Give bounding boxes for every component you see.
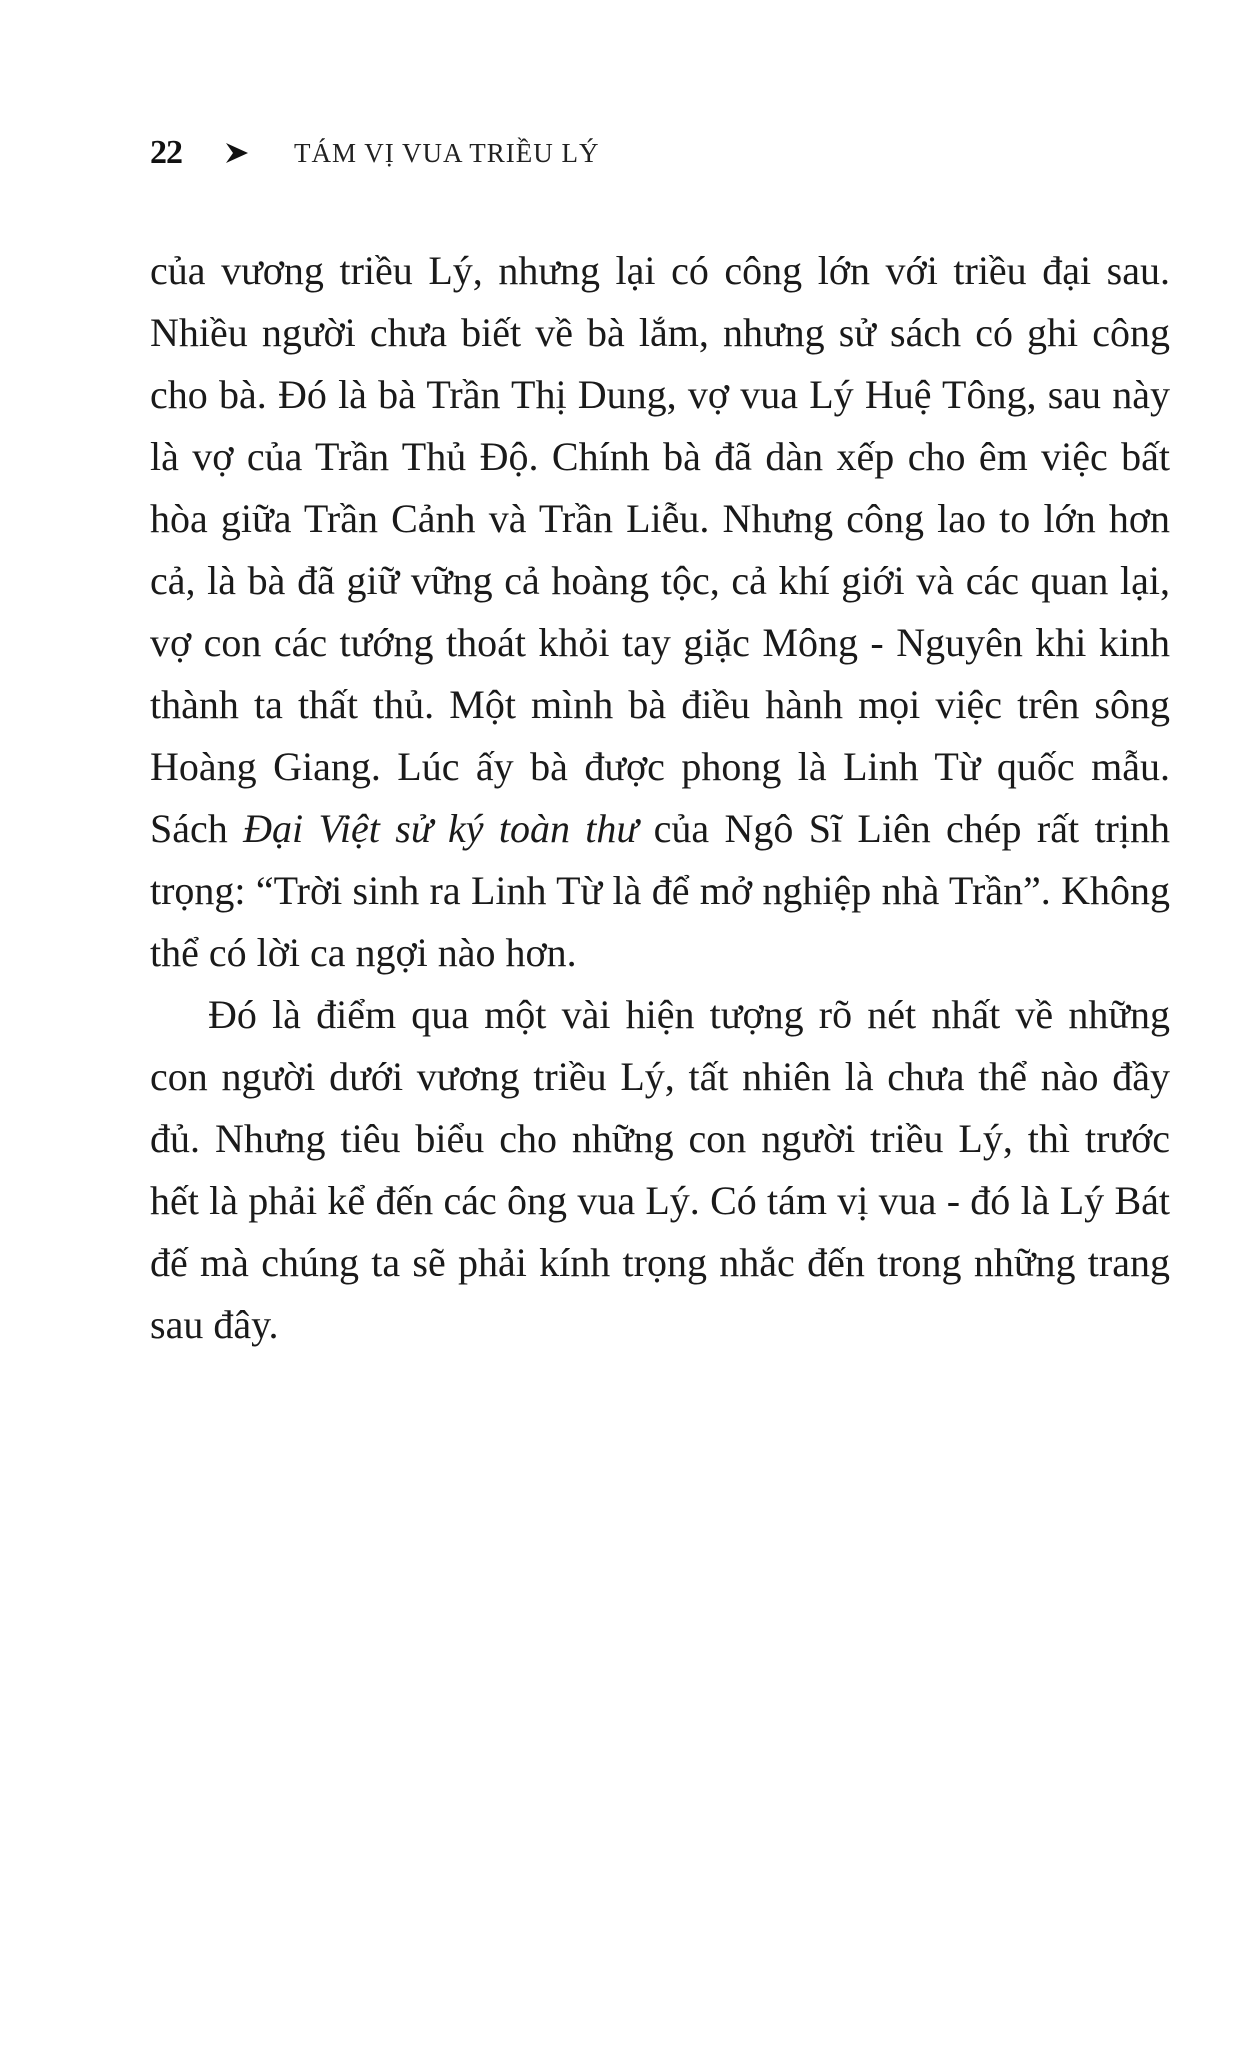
body-text xyxy=(150,240,1170,1356)
running-title: TÁM VỊ VUA TRIỀU LÝ xyxy=(294,137,600,168)
paragraph-2: Đó là điểm qua một vài hiện tượng rõ nét nhất về những con người dưới vương triều Lý, tất nhiên là chưa thể nào đầy đủ. Nhưng tiêu biểu cho những con người triều Lý, thì trước hết là phải kể đến các ông vua Lý. Có tám vị vua - đó là Lý Bát đế mà chúng ta sẽ phải kính trọng nhắc đến trong những trang sau đây. xyxy=(150,992,1170,1347)
chevron-right-icon xyxy=(222,138,252,168)
paragraph-1-text-end: của Ngô Sĩ Liên chép rất trịnh trọng: “Trời sinh ra Linh Từ là để mở nghiệp nhà Trần”. Không thể có lời ca ngợi nào hơn. xyxy=(150,806,1170,975)
book-title-italic: Đại Việt sử ký toàn thư xyxy=(243,806,639,851)
paragraph-1 xyxy=(150,240,1170,984)
paragraph-1-text: của vương triều Lý, nhưng lại có công lớn với triều đại sau. Nhiều người chưa biết về bà lắm, nhưng sử sách có ghi công cho bà. Đó là bà Trần Thị Dung, vợ vua Lý Huệ Tông, sau này là vợ của Trần Thủ Độ. Chính bà đã dàn xếp cho êm việc bất hòa giữa Trần Cảnh và Trần Liễu. Nhưng công lao to lớn hơn cả, là bà đã giữ vững cả hoàng tộc, cả khí giới và các quan lại, vợ con các tướng thoát khỏi tay giặc Mông - Nguyên khi kinh thành ta thất thủ. Một mình bà điều hành mọi việc trên sông Hoàng Giang. Lúc ấy bà được phong là Linh Từ quốc mẫu. Sách xyxy=(150,248,1170,851)
page-header xyxy=(150,128,600,178)
page-number: 22 xyxy=(150,134,182,171)
